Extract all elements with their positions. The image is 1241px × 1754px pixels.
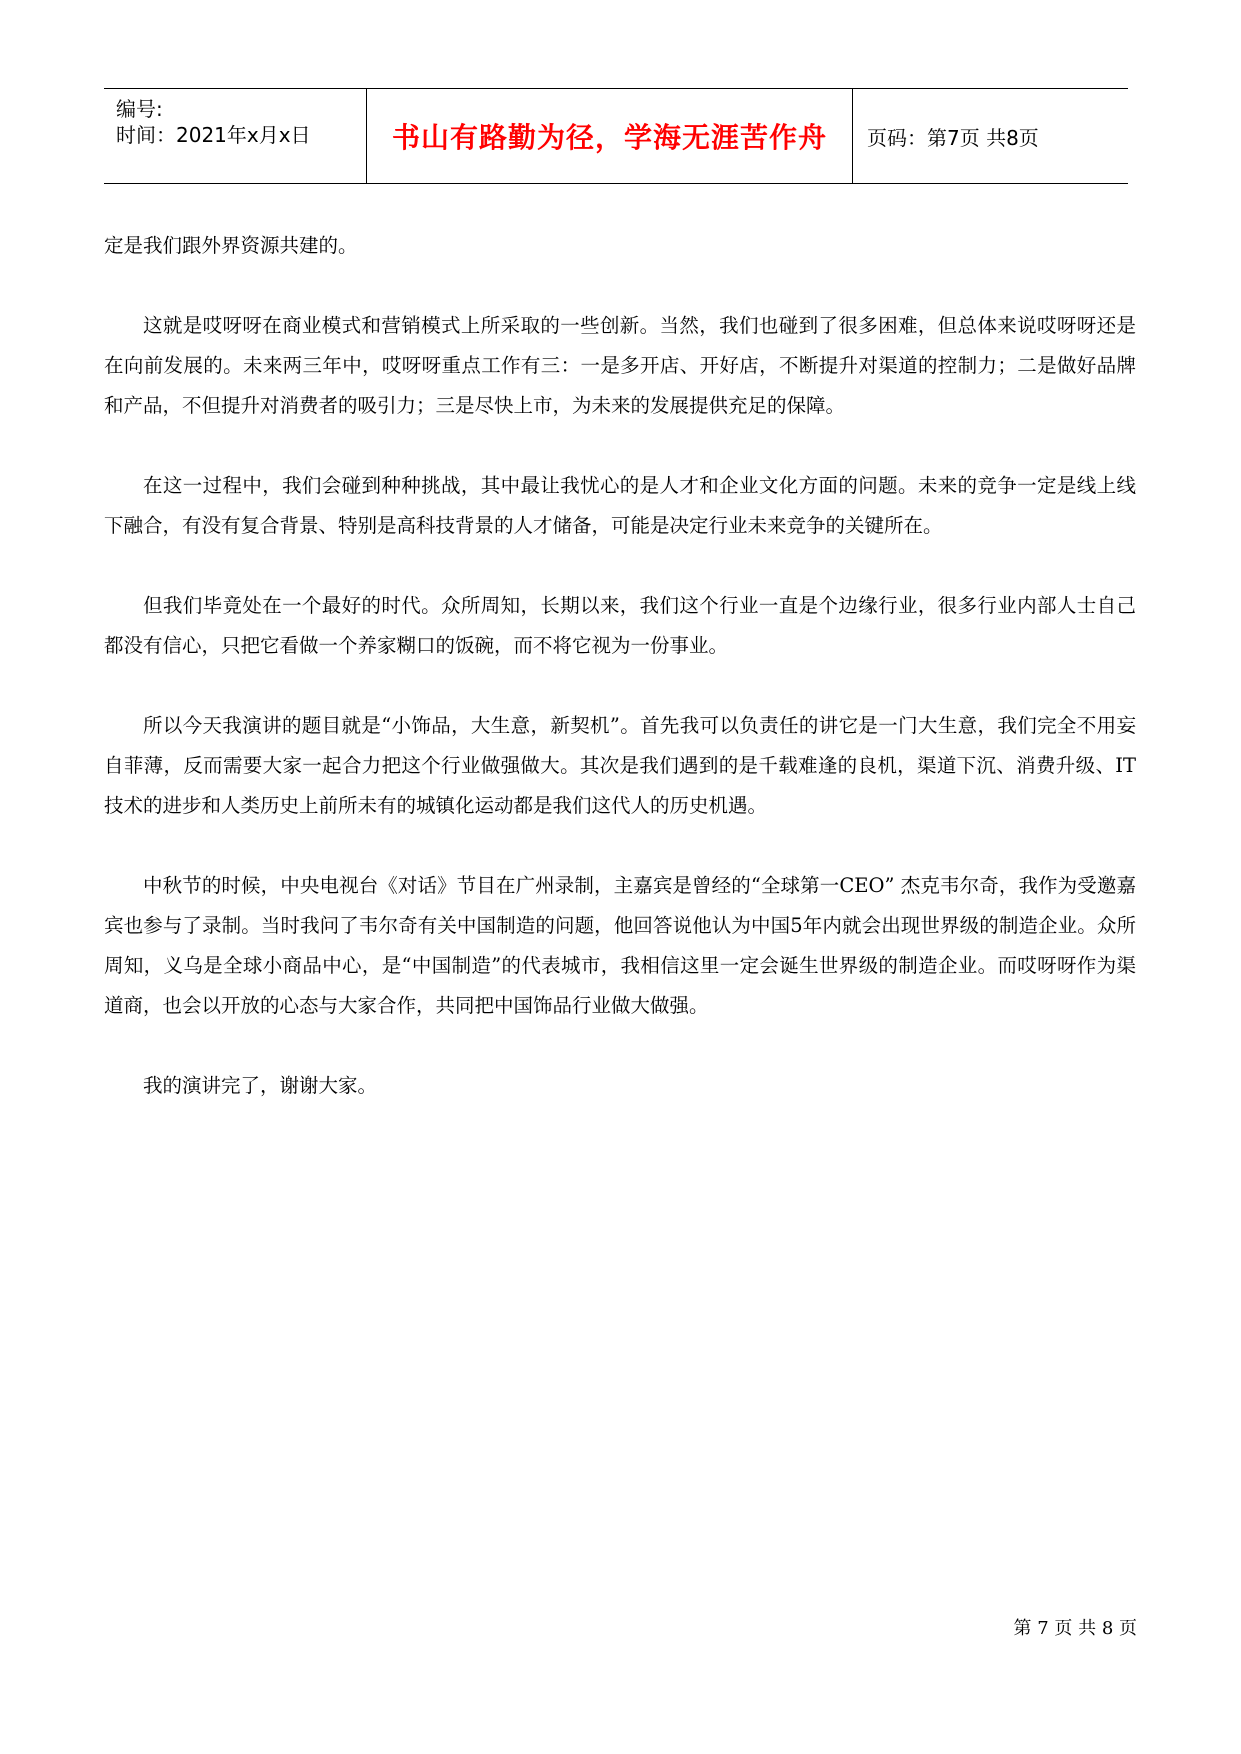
header-page-number: 页码：第7页 共8页 [867,125,1039,150]
paragraph: 所以今天我演讲的题目就是“小饰品，大生意，新契机”。首先我可以负责任的讲它是一门大生意，我们完全不用妄自菲薄，反而需要大家一起合力把这个行业做强做大。其次是我们遇到的是千载难逢的良机，渠道下沉、消费升级、IT技术的进步和人类历史上前所未有的城镇化运动都是我们这代人的历史机遇。 [104,714,1136,817]
paragraph-continuation: 定是我们跟外界资源共建的。 [104,234,358,257]
document-body [104,226,1136,1146]
paragraph: 这就是哎呀呀在商业模式和营销模式上所采取的一些创新。当然，我们也碰到了很多困难，但总体来说哎呀呀还是在向前发展的。未来两三年中，哎呀呀重点工作有三：一是多开店、开好店，不断提升对渠道的控制力；二是做好品牌和产品，不但提升对消费者的吸引力；三是尽快上市，为未来的发展提供充足的保障。 [104,314,1136,417]
paragraph: 在这一过程中，我们会碰到种种挑战，其中最让我忧心的是人才和企业文化方面的问题。未来的竞争一定是线上线下融合，有没有复合背景、特别是高科技背景的人才储备，可能是决定行业未来竞争的关键所在。 [104,474,1136,537]
serial-label: 编号: [116,97,163,121]
header-motto: 书山有路勤为径，学海无涯苦作舟 [367,89,853,183]
time-label: 时间：2021年x月x日 [116,123,311,147]
paragraph: 但我们毕竟处在一个最好的时代。众所周知，长期以来，我们这个行业一直是个边缘行业，很多行业内部人士自己都没有信心，只把它看做一个养家糊口的饭碗，而不将它视为一份事业。 [104,594,1136,657]
paragraph: 中秋节的时候，中央电视台《对话》节目在广州录制，主嘉宾是曾经的“全球第一CEO” 杰克韦尔奇，我作为受邀嘉宾也参与了录制。当时我问了韦尔奇有关中国制造的问题，他回答说他认为中国5年内就会出现世界级的制造企业。众所周知，义乌是全球小商品中心，是“中国制造”的代表城市，我相信这里一定会诞生世界级的制造企业。而哎呀呀作为渠道商，也会以开放的心态与大家合作，共同把中国饰品行业做大做强。 [104,874,1136,1017]
page-footer: 第 7 页 共 8 页 [1013,1618,1137,1639]
header-meta [104,89,367,183]
paragraph: 我的演讲完了，谢谢大家。 [143,1074,378,1097]
page-header [104,88,1128,184]
